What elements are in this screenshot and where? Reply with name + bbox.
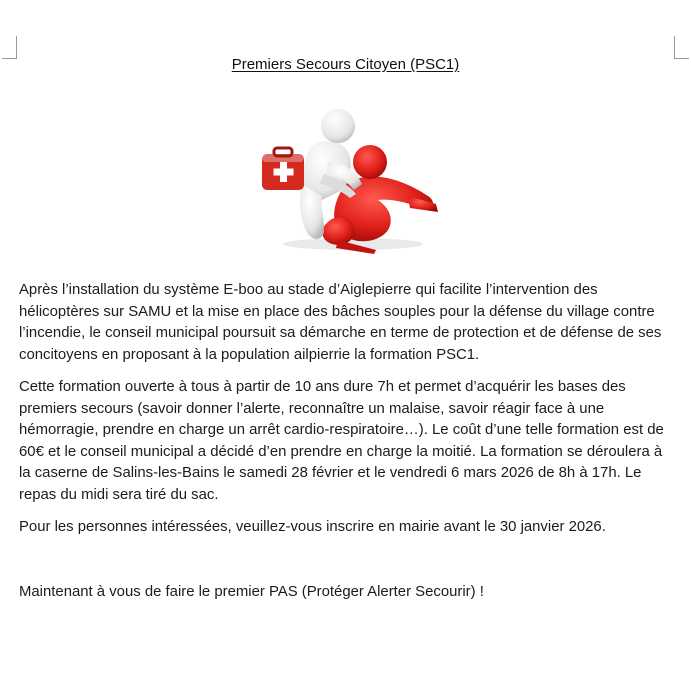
paragraph-closing: Maintenant à vous de faire le premier PAS (Protéger Alerter Secourir) ! (19, 583, 484, 600)
first-aid-cpr-illustration-icon (258, 104, 440, 254)
paragraph-training-details: Cette formation ouverte à tous à partir de 10 ans dure 7h et permet d’acquérir les bases des premiers secours (savoir donner l’alerte, reconnaître un malaise, savoir réagir face à une hémorragie, prendre en charge un arrêt cardio-respiratoire…). Le coût d’une telle formation est de 60€ et le conseil municipal a décidé d’en prendre en charge la moitié. La formation se déroulera à la caserne de Salins-les-Bains le samedi 28 février et le vendredi 6 mars 2026 de 8h à 17h. Le repas du midi sera tiré du sac. (19, 379, 664, 503)
page-title: Premiers Secours Citoyen (PSC1) (231, 56, 460, 73)
paragraph-registration: Pour les personnes intéressées, veuillez-vous inscrire en mairie avant le 30 janvier 2026. (19, 519, 606, 535)
first-aid-kit-icon (262, 148, 304, 190)
body-text (19, 280, 673, 614)
paragraph-intro: Après l’installation du système E-boo au stade d’Aiglepierre qui facilite l’intervention des hélicoptères sur SAMU et la mise en place des bâches souples pour la défense du village contre l’incendie, le conseil municipal poursuit sa démarche en terme de protection et de défense de ses concitoyens en proposant à la population ailpierrie la formation PSC1. (19, 282, 662, 363)
